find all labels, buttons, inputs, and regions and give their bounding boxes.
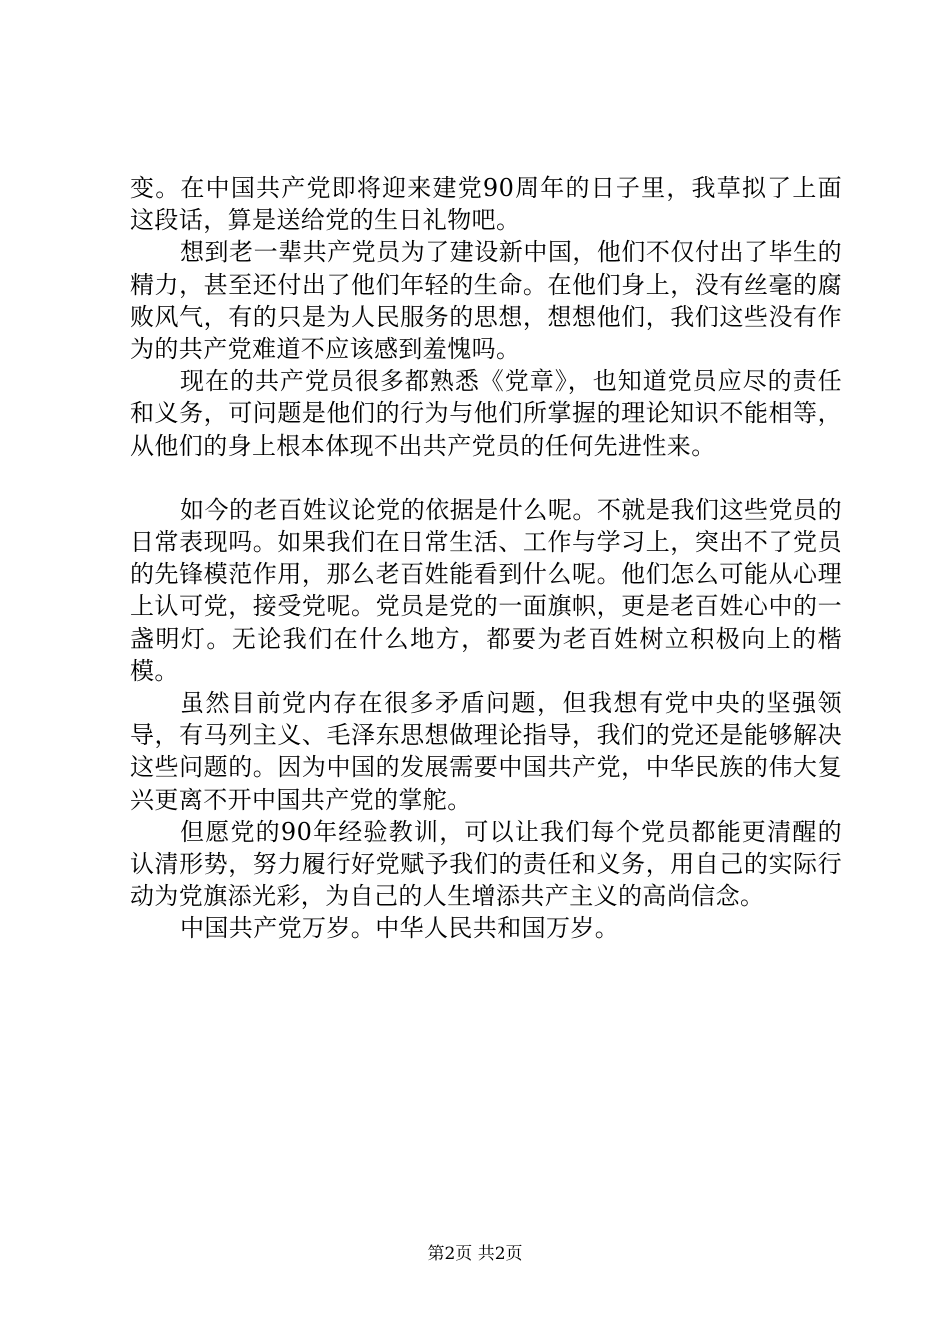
page-footer (0, 1243, 950, 1265)
page-number: 第2页 共2页 (427, 1244, 523, 1264)
paragraph-common-people: 如今的老百姓议论党的依据是什么呢。不就是我们这些党员的日常表现吗。如果我们在日常生活、工作与学习上，突出不了党员的先锋模范作用，那么老百姓能看到什么呢。他们怎么可能从心理上认可党，接受党呢。党员是党的一面旗帜，更是老百姓心中的一盏明灯。无论我们在什么地方，都要为老百姓树立积极向上的楷模。 (130, 495, 842, 685)
paragraph-elders: 想到老一辈共产党员为了建设新中国，他们不仅付出了毕生的精力，甚至还付出了他们年轻的生命。在他们身上，没有丝毫的腐败风气，有的只是为人民服务的思想，想想他们，我们这些没有作为的共产党难道不应该感到羞愧吗。 (130, 238, 842, 364)
document-body (130, 172, 842, 945)
paragraph-problems: 虽然目前党内存在很多矛盾问题，但我想有党中央的坚强领导，有马列主义、毛泽东思想做理论指导，我们的党还是能够解决这些问题的。因为中国的发展需要中国共产党，中华民族的伟大复兴更离不开中国共产党的掌舵。 (130, 689, 842, 814)
paragraph-closing: 中国共产党万岁。中华人民共和国万岁。 (180, 914, 620, 943)
paragraph-continued: 变。在中国共产党即将迎来建党90周年的日子里，我草拟了上面这段话，算是送给党的生日礼物吧。 (130, 174, 842, 235)
paragraph-hope: 但愿党的90年经验教训，可以让我们每个党员都能更清醒的认清形势，努力履行好党赋予我们的责任和义务，用自己的实际行动为党旗添光彩，为自己的人生增添共产主义的高尚信念。 (130, 817, 842, 911)
paragraph-party-members: 现在的共产党员很多都熟悉《党章》，也知道党员应尽的责任和义务，可问题是他们的行为与他们所掌握的理论知识不能相等，从他们的身上根本体现不出共产党员的任何先进性来。 (130, 367, 842, 460)
